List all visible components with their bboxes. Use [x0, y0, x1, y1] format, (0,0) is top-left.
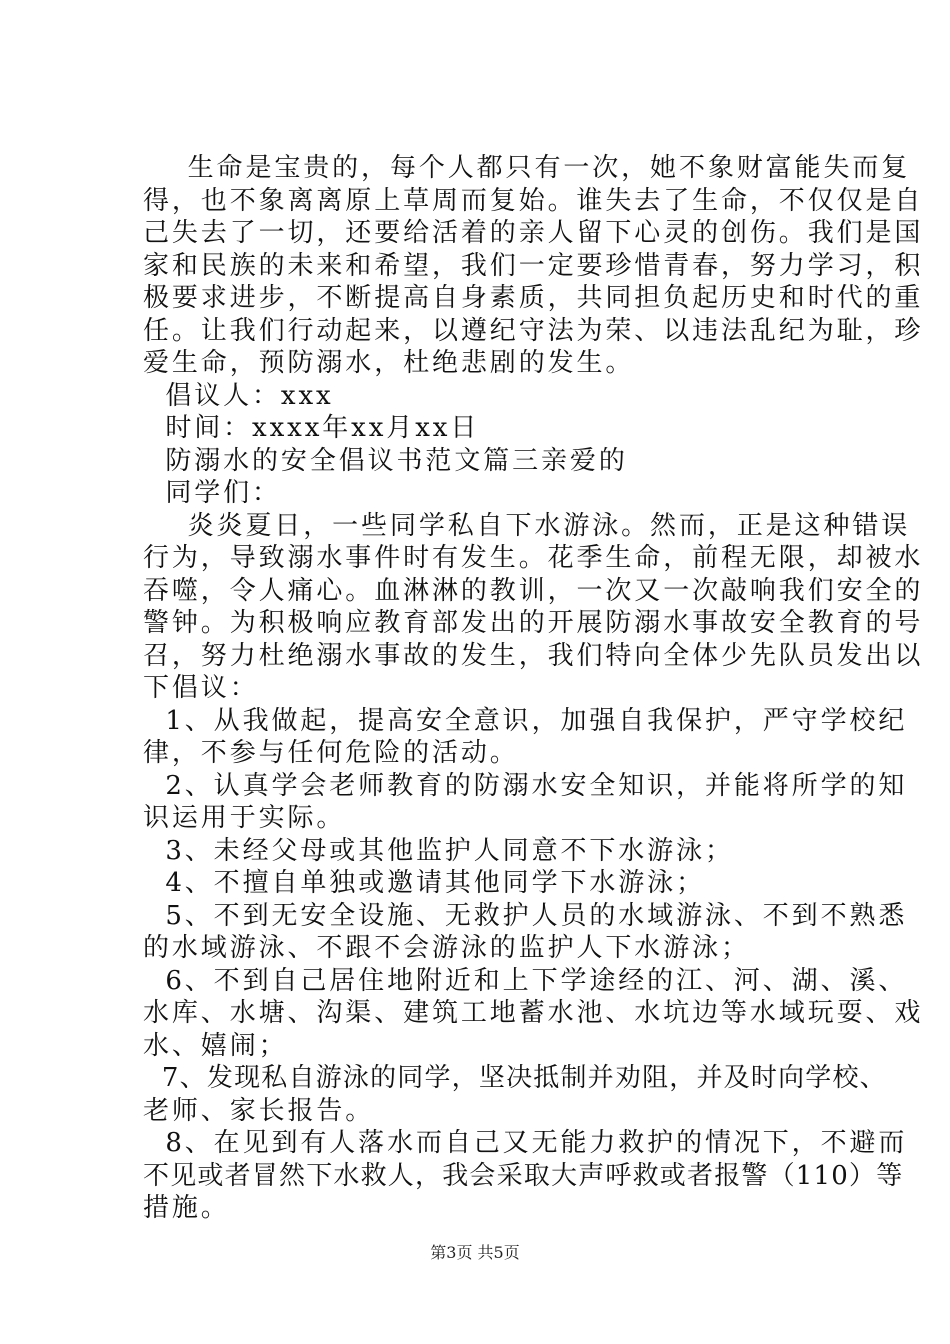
- list-item-line: 6、不到自己居住地附近和上下学途经的江、河、湖、溪、: [143, 965, 908, 996]
- list-item-line: 4、不擅自单独或邀请其他同学下水游泳；: [143, 868, 705, 898]
- text-line: 己失去了一切，还要给活着的亲人留下心灵的创伤。我们是国: [143, 218, 924, 248]
- list-item-line: 7、发现私自游泳的同学，坚决抵制并劝阻，并及时向学校、: [143, 1063, 887, 1093]
- text-line: 行为，导致溺水事件时有发生。花季生命，前程无限，却被水: [143, 543, 924, 573]
- list-item-line: 律，不参与任何危险的活动。: [143, 738, 519, 768]
- list-item-line: 水、嬉闹；: [143, 1030, 288, 1061]
- document-body: [143, 152, 924, 1225]
- list-item-line: 3、未经父母或其他监护人同意不下水游泳；: [143, 835, 734, 866]
- salutation-line: 同学们：: [143, 478, 281, 508]
- list-item-line: 2、认真学会老师教育的防溺水安全知识，并能将所学的知: [143, 770, 908, 801]
- list-item-line: 水库、水塘、沟渠、建筑工地蓄水池、水坑边等水域玩耍、戏: [143, 998, 924, 1028]
- initiator-line: 倡议人：xxx: [143, 380, 334, 411]
- text-line: 召，努力杜绝溺水事故的发生，我们特向全体少先队员发出以: [143, 640, 924, 671]
- text-line: 爱生命，预防溺水，杜绝悲剧的发生。: [143, 348, 635, 378]
- list-item-line: 5、不到无安全设施、无救护人员的水域游泳、不到不熟悉: [143, 900, 908, 931]
- text-line: 任。让我们行动起来，以遵纪守法为荣、以违法乱纪为耻，珍: [143, 315, 924, 346]
- text-line: 吞噬，令人痛心。血淋淋的教训，一次又一次敲响我们安全的: [143, 575, 924, 606]
- section-title-line: 防溺水的安全倡议书范文篇三亲爱的: [143, 445, 628, 476]
- list-item-line: 1、从我做起，提高安全意识，加强自我保护，严守学校纪: [143, 705, 908, 736]
- text-line: 得，也不象离离原上草周而复始。谁失去了生命，不仅仅是自: [143, 185, 924, 216]
- text-line: 炎炎夏日，一些同学私自下水游泳。然而，正是这种错误: [143, 510, 911, 541]
- date-line: 时间：xxxx年xx月xx日: [143, 413, 480, 443]
- page-footer: [0, 1240, 950, 1263]
- list-item-line: 识运用于实际。: [143, 803, 346, 833]
- text-line: 生命是宝贵的，每个人都只有一次，她不象财富能失而复: [143, 153, 911, 183]
- page-number-label: 第3页 共5页: [430, 1243, 520, 1262]
- text-line: 下倡议：: [143, 673, 259, 703]
- list-item-line: 的水域游泳、不跟不会游泳的监护人下水游泳；: [143, 933, 750, 963]
- list-item-line: 措施。: [143, 1193, 230, 1223]
- list-item-line: 不见或者冒然下水救人，我会采取大声呼救或者报警（110）等: [143, 1160, 904, 1191]
- list-item-line: 8、在见到有人落水而自己又无能力救护的情况下，不避而: [143, 1128, 908, 1158]
- text-line: 极要求进步，不断提高自身素质，共同担负起历史和时代的重: [143, 283, 924, 313]
- text-line: 警钟。为积极响应教育部发出的开展防溺水事故安全教育的号: [143, 608, 924, 638]
- text-line: 家和民族的未来和希望，我们一定要珍惜青春，努力学习，积: [143, 250, 924, 281]
- list-item-line: 老师、家长报告。: [143, 1095, 375, 1126]
